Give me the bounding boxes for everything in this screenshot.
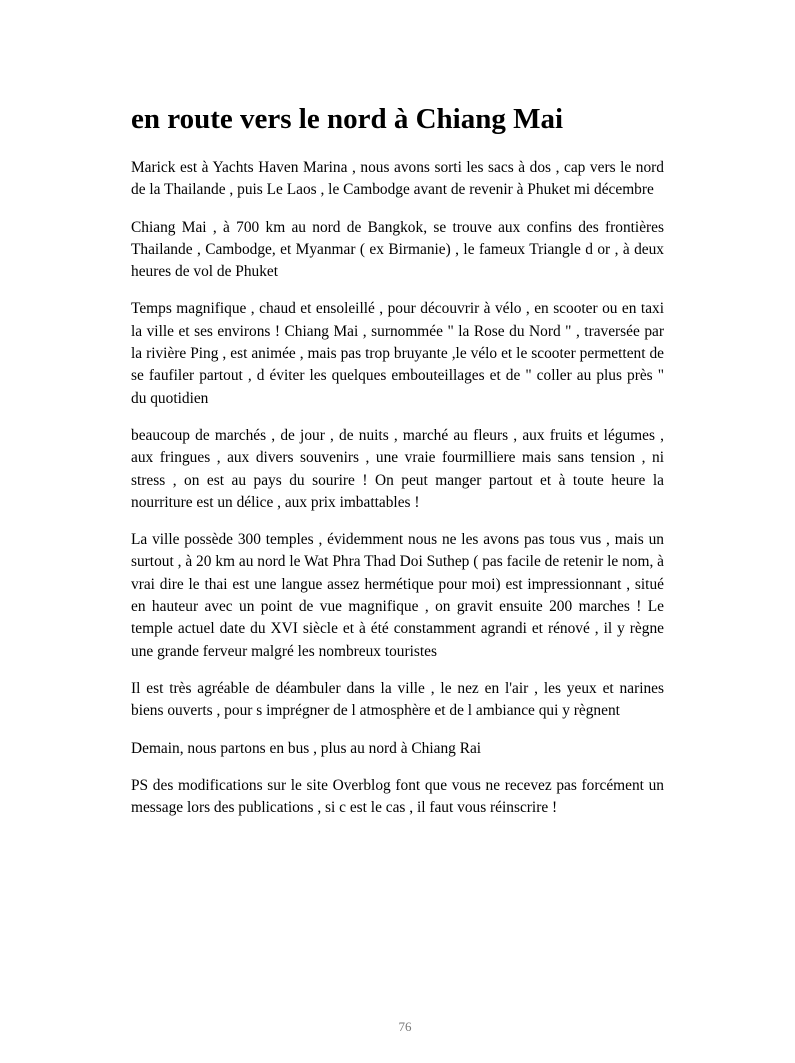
page-title: en route vers le nord à Chiang Mai [131, 103, 564, 135]
paragraph-5: La ville possède 300 temples , évidemment nous ne les avons pas tous vus , mais un surtout , à 20 km au nord le Wat Phra Thad Doi Suthep ( pas facile de retenir le nom, à vrai dire le thai est une langue assez hermétique pour moi) est impressionnant , situé en hauteur avec un point de vue magnifique , on gravit ensuite 200 marches ! Le temple actuel date du XVI siècle et à été constamment agrandi et rénové , il y règne une grande ferveur malgré les nombreux touristes [131, 531, 664, 660]
paragraph-8: PS des modifications sur le site Overblog font que vous ne recevez pas forcément un message lors des publications , si c est le cas , il faut vous réinscrire ! [131, 776, 664, 817]
paragraph-3: Temps magnifique , chaud et ensoleillé , pour découvrir à vélo , en scooter ou en taxi la ville et ses environs ! Chiang Mai , surnommée " la Rose du Nord " , traversée par la rivière Ping , est animée , mais pas trop bruyante ,le vélo et le scooter permettent de se faufiler partout , d éviter les quelques embouteillages et de " coller au plus près " du quotidien [131, 300, 664, 407]
paragraph-2: Chiang Mai , à 700 km au nord de Bangkok, se trouve aux confins des frontières Thailande , Cambodge, et Myanmar ( ex Birmanie) , le fameux Triangle d or , à deux heures de vol de Phuket [131, 218, 664, 281]
paragraph-1: Marick est à Yachts Haven Marina , nous avons sorti les sacs à dos , cap vers le nord de la Thailande , puis Le Laos , le Cambodge avant de revenir à Phuket mi décembre [131, 159, 664, 199]
paragraph-4: beaucoup de marchés , de jour , de nuits , marché au fleurs , aux fruits et légumes , aux fringues , aux divers souvenirs , une vraie fourmilliere mais sans tension , ni stress , on est au pays du sourire ! On peut manger partout et à toute heure la nourriture est un délice , aux prix imbattables ! [131, 426, 664, 511]
paragraph-6: Il est très agréable de déambuler dans la ville , le nez en l'air , les yeux et narines biens ouverts , pour s imprégner de l atmosphère et de l ambiance qui y règnent [131, 679, 664, 720]
article-body [131, 157, 664, 834]
paragraph-7: Demain, nous partons en bus , plus au nord à Chiang Rai [131, 739, 482, 757]
page-number: 76 [398, 1019, 412, 1034]
